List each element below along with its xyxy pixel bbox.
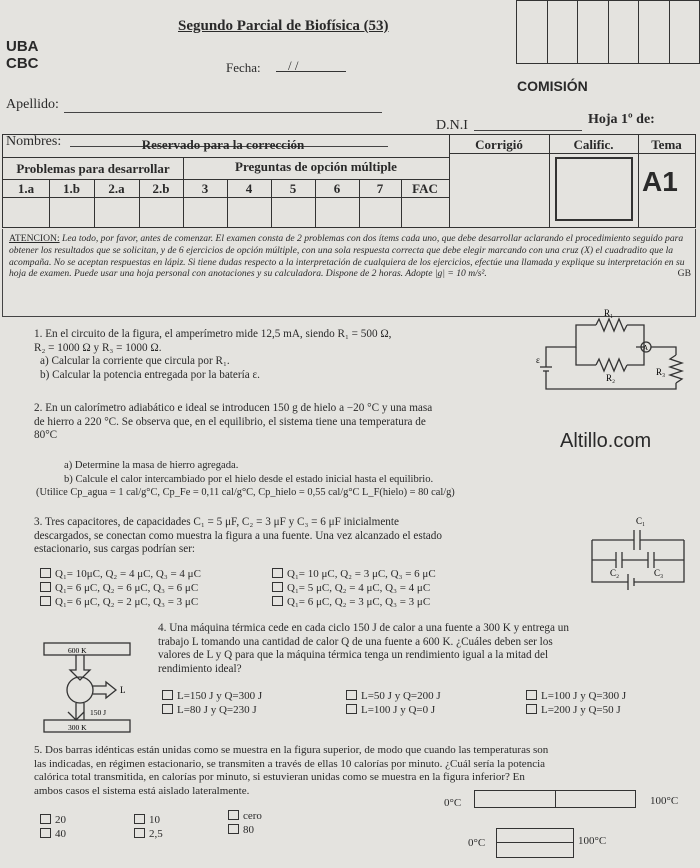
question-3 (34, 516, 554, 557)
attention-text: Lea todo, por favor, antes de comenzar. El examen consta de 2 problemas con dos ítems cada uno, que debe desarrollar aclarando el procedimiento seguido para obtener los resultados que se solicitan, y de 6 ejercicios de opción múltiple, con una sola respuesta correcta que debe elegir marcando con una cruz (X) el cuadradito que la acompaña. No se aceptan respuestas en lápiz. Si tiene dudas respecto a la interpretación de cualquiera de los ejercicios, efectúe una llamada y explique su interpretación en su hoja de examen. Puede usar una hoja personal con anotaciones y su calculadora. Dispone de 2 horas. Adopte |g| = 10 m/s². (9, 233, 685, 280)
q4-option[interactable] (162, 703, 262, 717)
q2-line1: 2. En un calorímetro adiabático e ideal se introducen 150 g de hielo a −20 °C y una masa (34, 402, 433, 414)
col-1a: 1.a (17, 181, 35, 196)
q4-options-col2 (346, 689, 441, 717)
option-text: L=50 J y Q=200 J (361, 690, 441, 702)
option-text: L=100 J y Q=0 J (361, 704, 436, 716)
dni-label: D.N.I (436, 118, 468, 133)
q4-heat-engine-diagram (40, 640, 140, 736)
question-2-parts (36, 459, 556, 500)
col-3: 3 (201, 181, 209, 196)
col-2a: 2.a (108, 181, 125, 196)
option-text: L=200 J y Q=50 J (541, 704, 621, 716)
reservado-heading: Reservado para la corrección (141, 137, 305, 152)
checkbox[interactable] (162, 690, 173, 700)
dni-field[interactable] (474, 130, 582, 131)
q5-options-col2 (134, 813, 163, 841)
fecha-value: / / (288, 58, 299, 73)
q4-line1: 4. Una máquina térmica cede en cada ciclo 150 J de calor a una fuente a 300 K y entrega un (158, 622, 569, 634)
q3-option[interactable] (40, 567, 201, 581)
q4-line4: rendimiento ideal? (158, 662, 242, 675)
question-1 (34, 328, 534, 382)
q5-temp-hot-bottom: 100°C (578, 835, 607, 847)
checkbox[interactable] (134, 828, 145, 838)
q4-line3: valores de L y Q para que la máquina térmica tenga un rendimiento igual a la mitad del (158, 649, 549, 662)
q5-options-col1 (40, 813, 66, 841)
col-7: 7 (376, 181, 384, 196)
checkbox[interactable] (40, 828, 51, 838)
option-text: cero (243, 810, 262, 822)
q5-temp-hot-top: 100°C (650, 795, 679, 807)
corrigio-label: Corrigió (475, 137, 523, 152)
correction-grid (2, 134, 696, 228)
uba-text: UBA (6, 38, 39, 55)
q2-line2: de hierro a 220 °C. Se observa que, en el equilibrio, el sistema tiene una temperatura de (34, 415, 426, 428)
checkbox[interactable] (272, 596, 283, 606)
option-text: 10 (149, 814, 160, 826)
q5-line4: ambos casos el sistema está aislado lateralmente. (34, 784, 250, 797)
checkbox[interactable] (162, 704, 173, 714)
option-text: Q₁= 6 μC, Q₂ = 2 μC, Q₃ = 3 μC (55, 596, 199, 608)
checkbox[interactable] (526, 690, 537, 700)
q1-part-a: a) Calcular la corriente que circula por R₁. (40, 355, 230, 368)
q3-options-left (40, 567, 201, 609)
tema-value: A1 (642, 166, 678, 197)
option-text: Q₁= 5 μC, Q₂ = 4 μC, Q₃ = 4 μC (287, 582, 431, 594)
col-2b: 2.b (152, 181, 170, 196)
q2-line3: 80°C (34, 429, 58, 442)
exam-title: Segundo Parcial de Biofísica (53) (178, 18, 389, 34)
attention-label: ATENCION: (9, 233, 60, 244)
q3-line3: estacionario, sus cargas podrían ser: (34, 543, 196, 556)
q3-option[interactable] (272, 595, 436, 609)
col-fac: FAC (412, 181, 438, 196)
q5-option[interactable] (134, 813, 163, 827)
q3-option[interactable] (272, 581, 436, 595)
option-text: 80 (243, 824, 254, 836)
q3-option[interactable] (40, 581, 201, 595)
option-text: Q₁= 10 μC, Q₂ = 3 μC, Q₃ = 6 μC (287, 568, 436, 580)
option-text: L=100 J y Q=300 J (541, 690, 627, 702)
calific-box[interactable] (555, 157, 633, 221)
col-5: 5 (289, 181, 297, 196)
option-text: L=150 J y Q=300 J (177, 690, 263, 702)
attention-notice (2, 229, 696, 317)
institution-label (6, 38, 39, 72)
checkbox[interactable] (228, 810, 239, 820)
option-text: 20 (55, 814, 66, 826)
option-text: 2,5 (149, 828, 163, 840)
comision-label: COMISIÓN (517, 78, 588, 94)
ammeter-label: A (643, 344, 649, 352)
option-text: Q₁= 6 μC, Q₂ = 6 μC, Q₃ = 6 μC (55, 582, 199, 594)
attention-gb: GB (677, 268, 691, 280)
q5-temp-cold-bottom: 0°C (468, 837, 486, 849)
nombres-label: Nombres: (6, 134, 62, 149)
checkbox[interactable] (346, 690, 357, 700)
checkbox[interactable] (526, 704, 537, 714)
apellido-field[interactable] (64, 112, 382, 113)
option-text: Q₁= 10μC, Q₂ = 4 μC, Q₃ = 4 μC (55, 568, 201, 580)
problemas-heading: Problemas para desarrollar (16, 161, 170, 176)
commission-boxes[interactable] (516, 0, 700, 64)
checkbox[interactable] (228, 824, 239, 834)
hot-source-label: 600 K (68, 646, 87, 655)
q1-circuit-diagram (536, 305, 686, 395)
q5-options-col3 (228, 809, 262, 837)
q3-option[interactable] (272, 567, 436, 581)
q5-line1: 5. Dos barras idénticas están unidas como se muestra en la figura superior, de modo que cuando las temperaturas son (34, 744, 549, 756)
q4-line2: trabajo L tomando una cantidad de calor Q de una fuente a 600 K. ¿Cuáles deben ser los (158, 635, 553, 648)
calific-label: Calific. (573, 137, 614, 152)
r2-label: R₂ (606, 373, 616, 383)
q1-line1: 1. En el circuito de la figura, el amperímetro mide 12,5 mA, siendo R₁ = 500 Ω, (34, 328, 392, 340)
q-out-label: 150 J (90, 708, 107, 717)
q5-line3: calórica total transmitida, en calorías por minuto, si estuvieran unidas como se muestra en la figura inferior? En (34, 771, 525, 784)
checkbox[interactable] (40, 814, 51, 824)
q4-option[interactable] (526, 703, 626, 717)
checkbox[interactable] (272, 582, 283, 592)
q4-options-col1 (162, 689, 262, 717)
question-4 (158, 622, 688, 676)
q2-part-a: a) Determine la masa de hierro agregada. (64, 460, 239, 471)
q5-option[interactable] (40, 813, 66, 827)
col-1b: 1.b (63, 181, 80, 196)
work-label: L (120, 685, 126, 695)
q5-temp-cold-top: 0°C (444, 797, 462, 809)
r1-label: R₁ (604, 308, 614, 318)
checkbox[interactable] (40, 596, 51, 606)
cold-source-label: 300 K (68, 723, 87, 732)
q5-line2: las indicadas, en régimen estacionario, se transmiten a través de ellas 10 calorías por minuto. ¿Cuál sería la potencia (34, 757, 546, 770)
q1-part-b: b) Calcular la potencia entregada por la batería ε. (40, 368, 260, 381)
q4-options-col3 (526, 689, 626, 717)
question-2 (34, 402, 534, 443)
q5-option[interactable] (134, 827, 163, 841)
col-4: 4 (245, 181, 253, 196)
c3-label: C₃ (654, 568, 664, 578)
fecha-field[interactable] (276, 71, 346, 72)
checkbox[interactable] (134, 814, 145, 824)
q3-line1: 3. Tres capacitores, de capacidades C₁ = 5 μF, C₂ = 3 μF y C₃ = 6 μF inicialmente (34, 516, 399, 528)
checkbox[interactable] (272, 568, 283, 578)
q3-option[interactable] (40, 595, 201, 609)
q3-capacitor-diagram (582, 512, 692, 592)
option-text: 40 (55, 828, 66, 840)
c1-label: C₁ (636, 516, 646, 526)
q5-bars-series (474, 790, 636, 808)
q3-line2: descargados, se conectan como muestra la figura a una fuente. Una vez alcanzado el estado (34, 529, 442, 542)
q5-option[interactable] (228, 809, 262, 823)
r3-label: R₃ (656, 367, 666, 377)
option-text: L=80 J y Q=230 J (177, 704, 257, 716)
hoja-label: Hoja 1º de: (588, 112, 655, 127)
option-text: Q₁= 6 μC, Q₂ = 3 μC, Q₃ = 3 μC (287, 596, 431, 608)
apellido-label: Apellido: (6, 97, 59, 112)
preguntas-heading: Preguntas de opción múltiple (235, 159, 397, 174)
q5-bars-parallel (496, 828, 574, 858)
q2-part-b: b) Calcule el calor intercambiado por el hielo desde el estado inicial hasta el equilibrio. (64, 473, 434, 485)
battery-label: ε (536, 355, 540, 365)
checkbox[interactable] (40, 582, 51, 592)
tema-label: Tema (651, 137, 682, 152)
fecha-label: Fecha: (226, 60, 261, 75)
c2-label: C₂ (610, 568, 620, 578)
q4-option[interactable] (346, 689, 441, 703)
q1-line2: R₂ = 1000 Ω y R₃ = 1000 Ω. (34, 341, 162, 354)
q5-option[interactable] (228, 823, 262, 837)
q4-option[interactable] (526, 689, 626, 703)
q4-option[interactable] (162, 689, 262, 703)
cbc-text: CBC (6, 55, 39, 72)
checkbox[interactable] (346, 704, 357, 714)
q5-option[interactable] (40, 827, 66, 841)
watermark: Altillo.com (560, 430, 652, 452)
q3-options-right (272, 567, 436, 609)
q2-constants: (Utilice Cp_agua = 1 cal/g°C, Cp_Fe = 0,11 cal/g°C, Cp_hielo = 0,55 cal/g°C L_F(hielo) = 80 cal/g) (36, 487, 455, 499)
col-6: 6 (333, 181, 341, 196)
q4-option[interactable] (346, 703, 441, 717)
checkbox[interactable] (40, 568, 51, 578)
